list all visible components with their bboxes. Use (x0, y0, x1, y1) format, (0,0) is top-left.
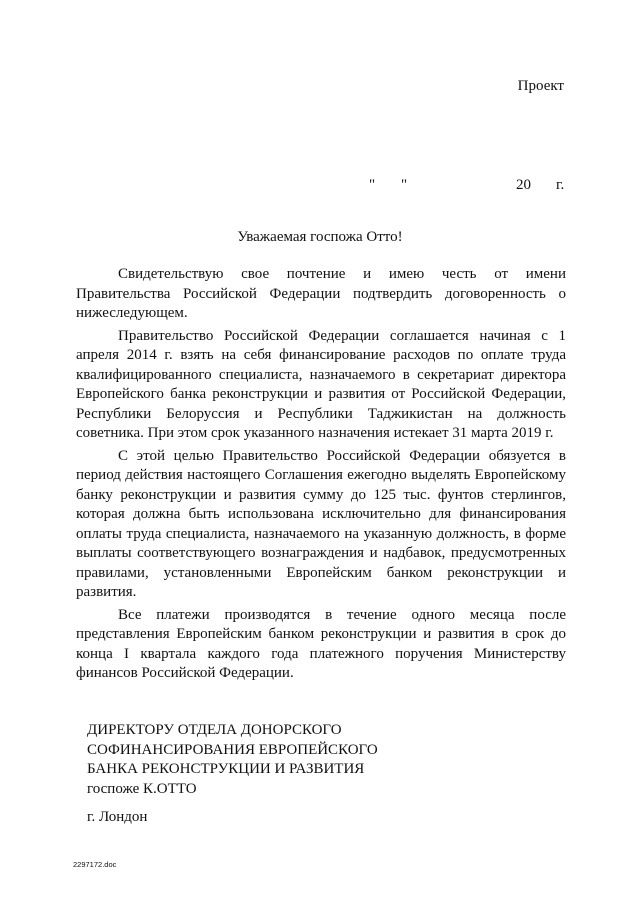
file-code: 2297172.doc (73, 860, 117, 869)
paragraph: С этой целью Правительство Российской Федерации обязуется в период действия настоящего Соглашения ежегодно выделять Европейскому банку реконструкции и развития сумму до 125 тыс. фунтов стерлингов, которая должна быть использована исключительно для финансирования оплаты труда специалиста, назначаемого на указанную должность, в форме выплаты соответствующего вознаграждения и надбавок, предусмотренных правилами, установленными Европейским банком реконструкции и развития. (76, 447, 566, 600)
addressee-line: СОФИНАНСИРОВАНИЯ ЕВРОПЕЙСКОГО (87, 741, 378, 758)
paragraph: Свидетельствую свое почтение и имею честь от имени Правительства Российской Федерации подтвердить договоренность о нижеследующем. (76, 266, 566, 321)
date-open-quote: " (369, 177, 376, 193)
letter-body (76, 265, 566, 687)
addressee-line: ДИРЕКТОРУ ОТДЕЛА ДОНОРСКОГО (87, 722, 342, 738)
date-suffix: г. (556, 177, 565, 193)
addressee-block (87, 721, 378, 799)
date-close-quote: " (401, 177, 408, 193)
addressee-city: г. Лондон (87, 809, 148, 825)
draft-label: Проект (517, 78, 564, 94)
addressee-name: госпоже К.ОТТО (87, 780, 197, 797)
salutation: Уважаемая госпожа Отто! (237, 229, 403, 245)
addressee-line: БАНКА РЕКОНСТРУКЦИИ И РАЗВИТИЯ (87, 761, 365, 777)
paragraph: Правительство Российской Федерации соглашается начиная с 1 апреля 2014 г. взять на себя финансирование расходов по оплате труда квалифицированного специалиста, назначаемого в секретариат директора Европейского банка реконструкции и развития от Российской Федерации, Республики Белоруссия и Республики Таджикистан на должность советника. При этом срок указанного назначения истекает 31 марта 2019 г. (76, 327, 566, 441)
date-year: 20 (516, 177, 531, 193)
paragraph: Все платежи производятся в течение одного месяца после представления Европейским банком реконструкции и развития в срок до конца I квартала каждого года платежного поручения Министерству финансов Российской Федерации. (76, 606, 566, 681)
